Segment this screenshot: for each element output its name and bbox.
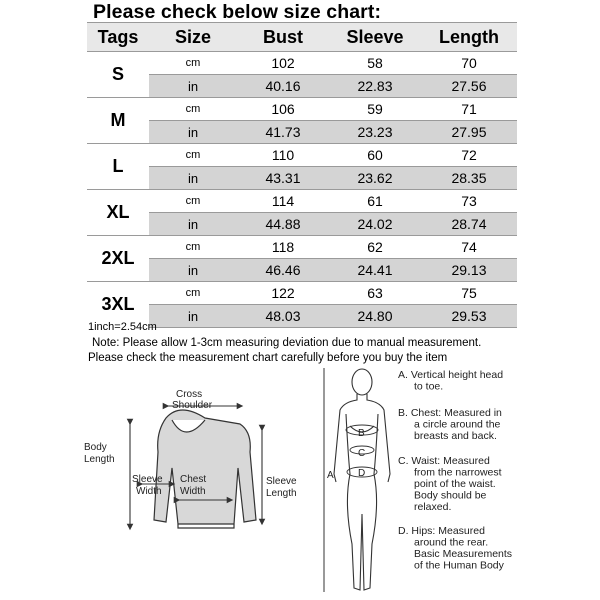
length-value: 29.53: [421, 305, 517, 328]
cross-shoulder-label-1: Cross: [176, 389, 203, 400]
callout-line: breasts and back.: [414, 430, 497, 442]
sleeve-value: 22.83: [329, 75, 421, 98]
sleeve-value: 24.80: [329, 305, 421, 328]
body-length-label-2: Length: [84, 454, 115, 465]
bust-value: 118: [237, 236, 329, 259]
length-value: 72: [421, 144, 517, 167]
human-figure-outline: [334, 369, 390, 590]
page-title: Please check below size chart:: [93, 1, 382, 23]
bust-value: 40.16: [237, 75, 329, 98]
sleeve-value: 60: [329, 144, 421, 167]
bust-value: 102: [237, 52, 329, 75]
table-row: [87, 190, 517, 213]
callout-line: C. Waist: Measured: [398, 455, 490, 467]
unit-cell: cm: [149, 282, 237, 305]
sleeve-value: 24.41: [329, 259, 421, 282]
sleeve-value: 59: [329, 98, 421, 121]
callout-line: Body should be: [414, 489, 487, 502]
size-tag: 3XL: [87, 282, 149, 328]
header-length: Length: [421, 23, 517, 52]
unit-cell: in: [149, 167, 237, 190]
header-size: Size: [149, 23, 237, 52]
bust-value: 122: [237, 282, 329, 305]
bust-value: 43.31: [237, 167, 329, 190]
marker-a: A: [327, 470, 334, 481]
sleeve-width-label-1: Sleeve: [132, 474, 163, 485]
bust-value: 44.88: [237, 213, 329, 236]
size-tag: XL: [87, 190, 149, 236]
table-row: [87, 98, 517, 121]
header-sleeve: Sleeve: [329, 23, 421, 52]
sleeve-value: 24.02: [329, 213, 421, 236]
unit-cell: cm: [149, 98, 237, 121]
length-value: 28.35: [421, 167, 517, 190]
unit-cell: cm: [149, 144, 237, 167]
length-value: 74: [421, 236, 517, 259]
length-value: 71: [421, 98, 517, 121]
deviation-note: Note: Please allow 1-3cm measuring deviation due to manual measurement.: [92, 337, 482, 349]
length-value: 70: [421, 52, 517, 75]
sleeve-length-label-1: Sleeve: [266, 476, 297, 487]
size-tag: S: [87, 52, 149, 98]
bust-value: 48.03: [237, 305, 329, 328]
sleeve-value: 23.23: [329, 121, 421, 144]
measurement-callouts: [398, 369, 512, 572]
length-value: 27.95: [421, 121, 517, 144]
conversion-note: 1inch=2.54cm: [88, 321, 157, 333]
callout-line: to toe.: [414, 380, 444, 393]
length-value: 28.74: [421, 213, 517, 236]
callout-line: Basic Measurements: [414, 548, 513, 560]
table-row: [87, 75, 517, 98]
body-length-label-1: Body: [84, 442, 107, 453]
cross-shoulder-label-2: Shoulder: [172, 400, 213, 411]
unit-cell: in: [149, 213, 237, 236]
sweater-outline: [154, 410, 256, 528]
marker-c: C: [358, 448, 366, 459]
table-row: [87, 121, 517, 144]
length-value: 29.13: [421, 259, 517, 282]
size-chart-table: [87, 22, 517, 328]
unit-cell: in: [149, 305, 237, 328]
size-tag: 2XL: [87, 236, 149, 282]
length-value: 27.56: [421, 75, 517, 98]
chest-width-label-2: Width: [180, 486, 206, 497]
length-value: 73: [421, 190, 517, 213]
unit-cell: in: [149, 75, 237, 98]
callout-line: from the narrowest: [414, 466, 502, 479]
bust-value: 106: [237, 98, 329, 121]
unit-cell: cm: [149, 190, 237, 213]
unit-cell: in: [149, 259, 237, 282]
table-row: [87, 259, 517, 282]
table-row: [87, 282, 517, 305]
header-bust: Bust: [237, 23, 329, 52]
bust-value: 110: [237, 144, 329, 167]
body-measurement-diagram: [322, 364, 532, 598]
callout-line: B. Chest: Measured in: [398, 407, 502, 419]
sleeve-value: 63: [329, 282, 421, 305]
unit-cell: in: [149, 121, 237, 144]
length-value: 75: [421, 282, 517, 305]
bust-value: 46.46: [237, 259, 329, 282]
sleeve-value: 61: [329, 190, 421, 213]
table-row: [87, 167, 517, 190]
callout-line: a circle around the: [414, 418, 501, 431]
callout-line: relaxed.: [414, 501, 452, 513]
callout-line: around the rear.: [414, 536, 489, 549]
marker-d: D: [358, 468, 366, 479]
size-tag: L: [87, 144, 149, 190]
callout-line: of the Human Body: [414, 559, 504, 572]
table-header-row: [87, 23, 517, 52]
header-tags: Tags: [87, 23, 149, 52]
sleeve-length-label-2: Length: [266, 488, 297, 499]
sleeve-value: 58: [329, 52, 421, 75]
chest-width-label-1: Chest: [180, 474, 207, 485]
table-row: [87, 144, 517, 167]
callout-line: D. Hips: Measured: [398, 525, 485, 537]
garment-measurement-diagram: [80, 372, 310, 542]
sleeve-width-label-2: Width: [136, 486, 162, 497]
bust-value: 41.73: [237, 121, 329, 144]
callout-line: point of the waist.: [414, 478, 496, 490]
table-row: [87, 213, 517, 236]
callout-line: A. Vertical height head: [398, 369, 504, 381]
unit-cell: cm: [149, 236, 237, 259]
marker-b: B: [358, 428, 365, 439]
bust-value: 114: [237, 190, 329, 213]
sleeve-value: 23.62: [329, 167, 421, 190]
advice-note: Please check the measurement chart carefully before you buy the item: [88, 352, 448, 364]
table-row: [87, 52, 517, 75]
table-row: [87, 236, 517, 259]
unit-cell: cm: [149, 52, 237, 75]
size-tag: M: [87, 98, 149, 144]
sleeve-value: 62: [329, 236, 421, 259]
